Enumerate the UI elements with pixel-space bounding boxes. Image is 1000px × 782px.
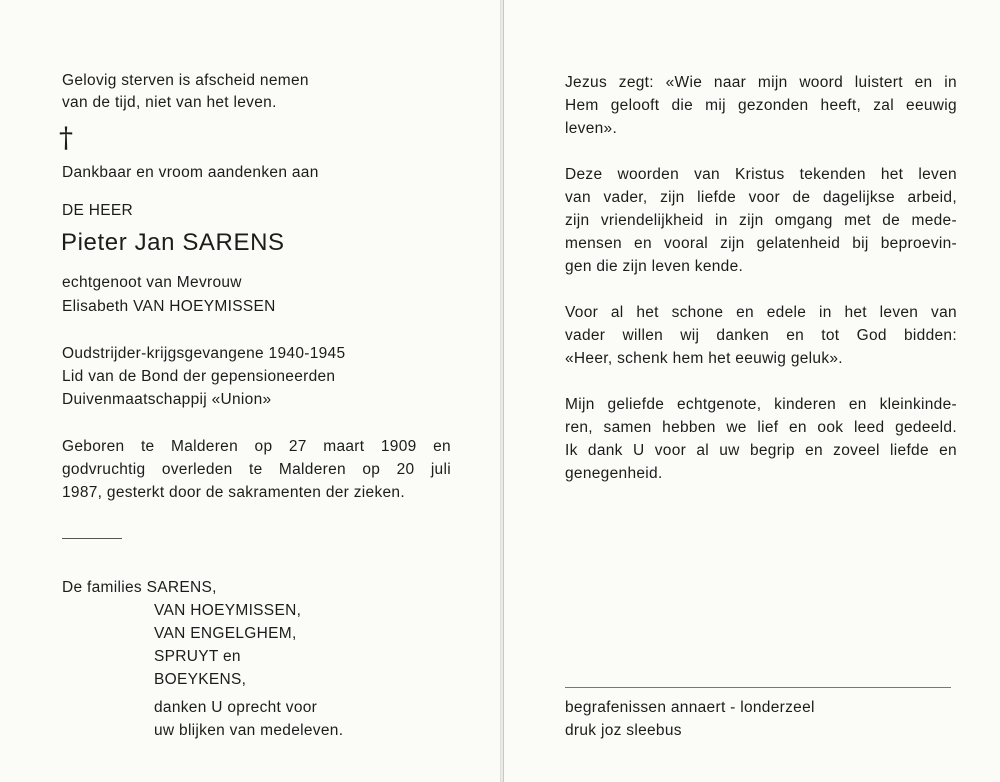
thanks-line-1: danken U oprecht voor bbox=[154, 699, 318, 716]
divider-rule bbox=[62, 538, 122, 539]
motto-line-2: van de tijd, niet van het leven. bbox=[62, 94, 277, 111]
family-line-3: SPRUYT en bbox=[154, 648, 241, 665]
deceased-title: DE HEER bbox=[62, 202, 134, 219]
deceased-name: Pieter Jan SARENS bbox=[61, 229, 285, 256]
p2-line-4: mensen en vooral zijn gelatenheid bij beproevin- bbox=[565, 235, 957, 252]
p1-line-3: leven». bbox=[565, 120, 618, 137]
p4-line-3: Ik dank U voor al uw begrip en zoveel liefde en bbox=[565, 442, 957, 459]
p3-line-3: «Heer, schenk hem het eeuwig geluk». bbox=[565, 350, 843, 367]
bio-line-1: Geboren te Malderen op 27 maart 1909 en bbox=[62, 438, 451, 455]
role-line-3: Duivenmaatschappij «Union» bbox=[62, 391, 272, 408]
p2-line-1: Deze woorden van Kristus tekenden het leven bbox=[565, 166, 957, 183]
p1-line-1: Jezus zegt: «Wie naar mijn woord luistert en in bbox=[565, 74, 957, 91]
remembrance-line: Dankbaar en vroom aandenken aan bbox=[62, 164, 319, 181]
p3-line-1: Voor al het schone en edele in het leven van bbox=[565, 304, 957, 321]
p2-line-3: zijn vriendelijkheid in zijn omgang met de mede- bbox=[565, 212, 957, 229]
spouse-name: Elisabeth VAN HOEYMISSEN bbox=[62, 298, 276, 315]
p4-line-1: Mijn geliefde echtgenote, kinderen en kleinkinde- bbox=[565, 396, 957, 413]
printer-rule bbox=[565, 687, 951, 688]
motto-line-1: Gelovig sterven is afscheid nemen bbox=[62, 72, 309, 89]
bio-line-3: 1987, gesterkt door de sakramenten der zieken. bbox=[62, 484, 405, 501]
role-line-1: Oudstrijder-krijgsgevangene 1940-1945 bbox=[62, 345, 346, 362]
p2-line-5: gen die zijn leven kende. bbox=[565, 258, 744, 275]
role-line-2: Lid van de Bond der gepensioneerden bbox=[62, 368, 336, 385]
spouse-intro: echtgenoot van Mevrouw bbox=[62, 274, 242, 291]
families-intro: De families SARENS, bbox=[62, 579, 217, 596]
family-line-2: VAN ENGELGHEM, bbox=[154, 625, 297, 642]
thanks-line-2: uw blijken van medeleven. bbox=[154, 722, 344, 739]
right-page bbox=[503, 0, 1000, 782]
bio-line-2: godvruchtig overleden te Malderen op 20 juli bbox=[62, 461, 451, 478]
family-line-1: VAN HOEYMISSEN, bbox=[154, 602, 302, 619]
p1-line-2: Hem gelooft die mij gezonden heeft, zal eeuwig bbox=[565, 97, 957, 114]
p4-line-4: genegenheid. bbox=[565, 465, 663, 482]
cross-icon: † bbox=[59, 121, 73, 154]
family-line-4: BOEYKENS, bbox=[154, 671, 247, 688]
printer-line-1: begrafenissen annaert - londerzeel bbox=[565, 699, 815, 716]
p4-line-2: ren, samen hebben we lief en ook leed gedeeld. bbox=[565, 419, 957, 436]
printer-line-2: druk joz sleebus bbox=[565, 722, 682, 739]
p3-line-2: vader willen wij danken en tot God bidden: bbox=[565, 327, 957, 344]
p2-line-2: van vader, zijn liefde voor de dagelijkse arbeid, bbox=[565, 189, 957, 206]
